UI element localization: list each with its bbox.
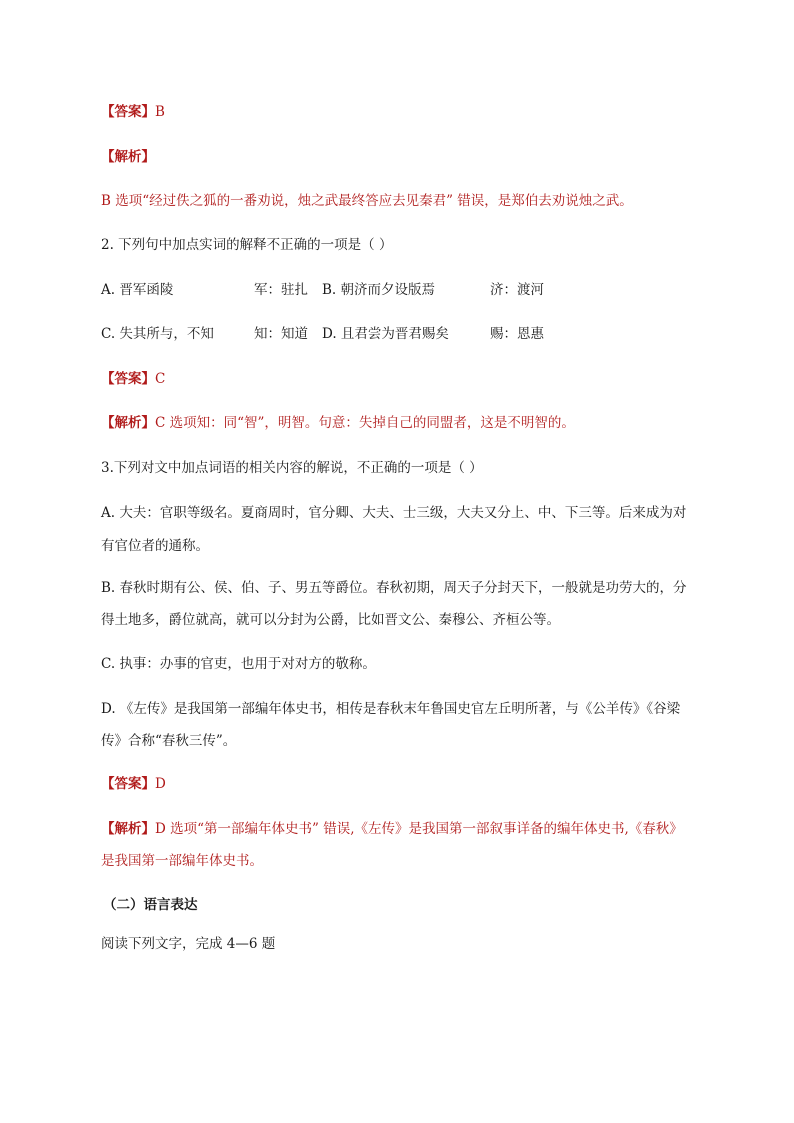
analysis-text-line-2: 是我国第一部编年体史书。 (101, 853, 263, 869)
option-b-gloss: 济：渡河 (490, 282, 544, 298)
option-c-gloss: 知：知道 (254, 326, 308, 342)
answer-label: 【答案】 (101, 371, 155, 387)
answer-value: B (155, 104, 165, 120)
analysis-label-line-1 (101, 147, 704, 167)
section-instruction: 阅读下列文字，完成 4—6 题 (101, 936, 276, 952)
section-heading: （二）语言表达 (103, 897, 198, 913)
q3-option-b-line-2: 得土地多，爵位就高，就可以分封为公爵，比如晋文公、秦穆公、齐桓公等。 (101, 612, 560, 628)
q3-option-b-line-1: B. 春秋时期有公、侯、伯、子、男五等爵位。春秋初期，周天子分封天下，一般就是功劳大的，分 (101, 580, 687, 596)
analysis-label: 【解析】 (101, 149, 155, 165)
answer-line-3 (101, 774, 704, 794)
option-d: D. 且君尝为晋君赐矣 (322, 326, 449, 342)
analysis-text-1: B 选项“经过佚之狐的一番劝说，烛之武最终答应去见秦君” 错误，是郑伯去劝说烛之武。 (101, 193, 633, 209)
question-2: 2. 下列句中加点实词的解释不正确的一项是（ ） (101, 237, 393, 253)
q3-option-a-line-2: 有官位者的通称。 (101, 538, 209, 554)
option-b: B. 朝济而夕设版焉 (322, 282, 436, 298)
analysis-text: C 选项知：同“智”，明智。句意：失掉自己的同盟者，这是不明智的。 (155, 415, 575, 431)
question-3: 3.下列对文中加点词语的相关内容的解说，不正确的一项是（ ） (101, 460, 483, 476)
option-a-gloss: 军：驻扎 (254, 282, 308, 298)
analysis-label: 【解析】 (101, 415, 155, 431)
q3-option-c: C. 执事：办事的官吏，也用于对对方的敬称。 (101, 656, 376, 672)
answer-line-1 (101, 102, 704, 122)
option-c: C. 失其所与，不知 (101, 326, 214, 342)
option-d-gloss: 赐：恩惠 (490, 326, 544, 342)
q3-option-a-line-1: A. 大夫：官职等级名。夏商周时，官分卿、大夫、士三级，大夫又分上、中、下三等。后来成为对 (101, 505, 687, 521)
option-a: A. 晋军函陵 (101, 282, 174, 298)
q3-option-d-line-2: 传》合称“春秋三传”。 (101, 733, 237, 749)
answer-value: C (155, 371, 166, 387)
analysis-line-3 (101, 819, 704, 839)
analysis-text-line-1: D 选项“第一部编年体史书” 错误,《左传》是我国第一部叙事详备的编年体史书,《春秋》 (155, 821, 683, 837)
answer-label: 【答案】 (101, 776, 155, 792)
answer-label: 【答案】 (101, 104, 155, 120)
analysis-line-2 (101, 413, 704, 433)
answer-value: D (155, 776, 166, 792)
analysis-label: 【解析】 (101, 821, 155, 837)
answer-line-2 (101, 369, 704, 389)
q3-option-d-line-1: D. 《左传》是我国第一部编年体史书，相传是春秋末年鲁国史官左丘明所著，与《公羊传》《谷梁 (101, 701, 681, 717)
